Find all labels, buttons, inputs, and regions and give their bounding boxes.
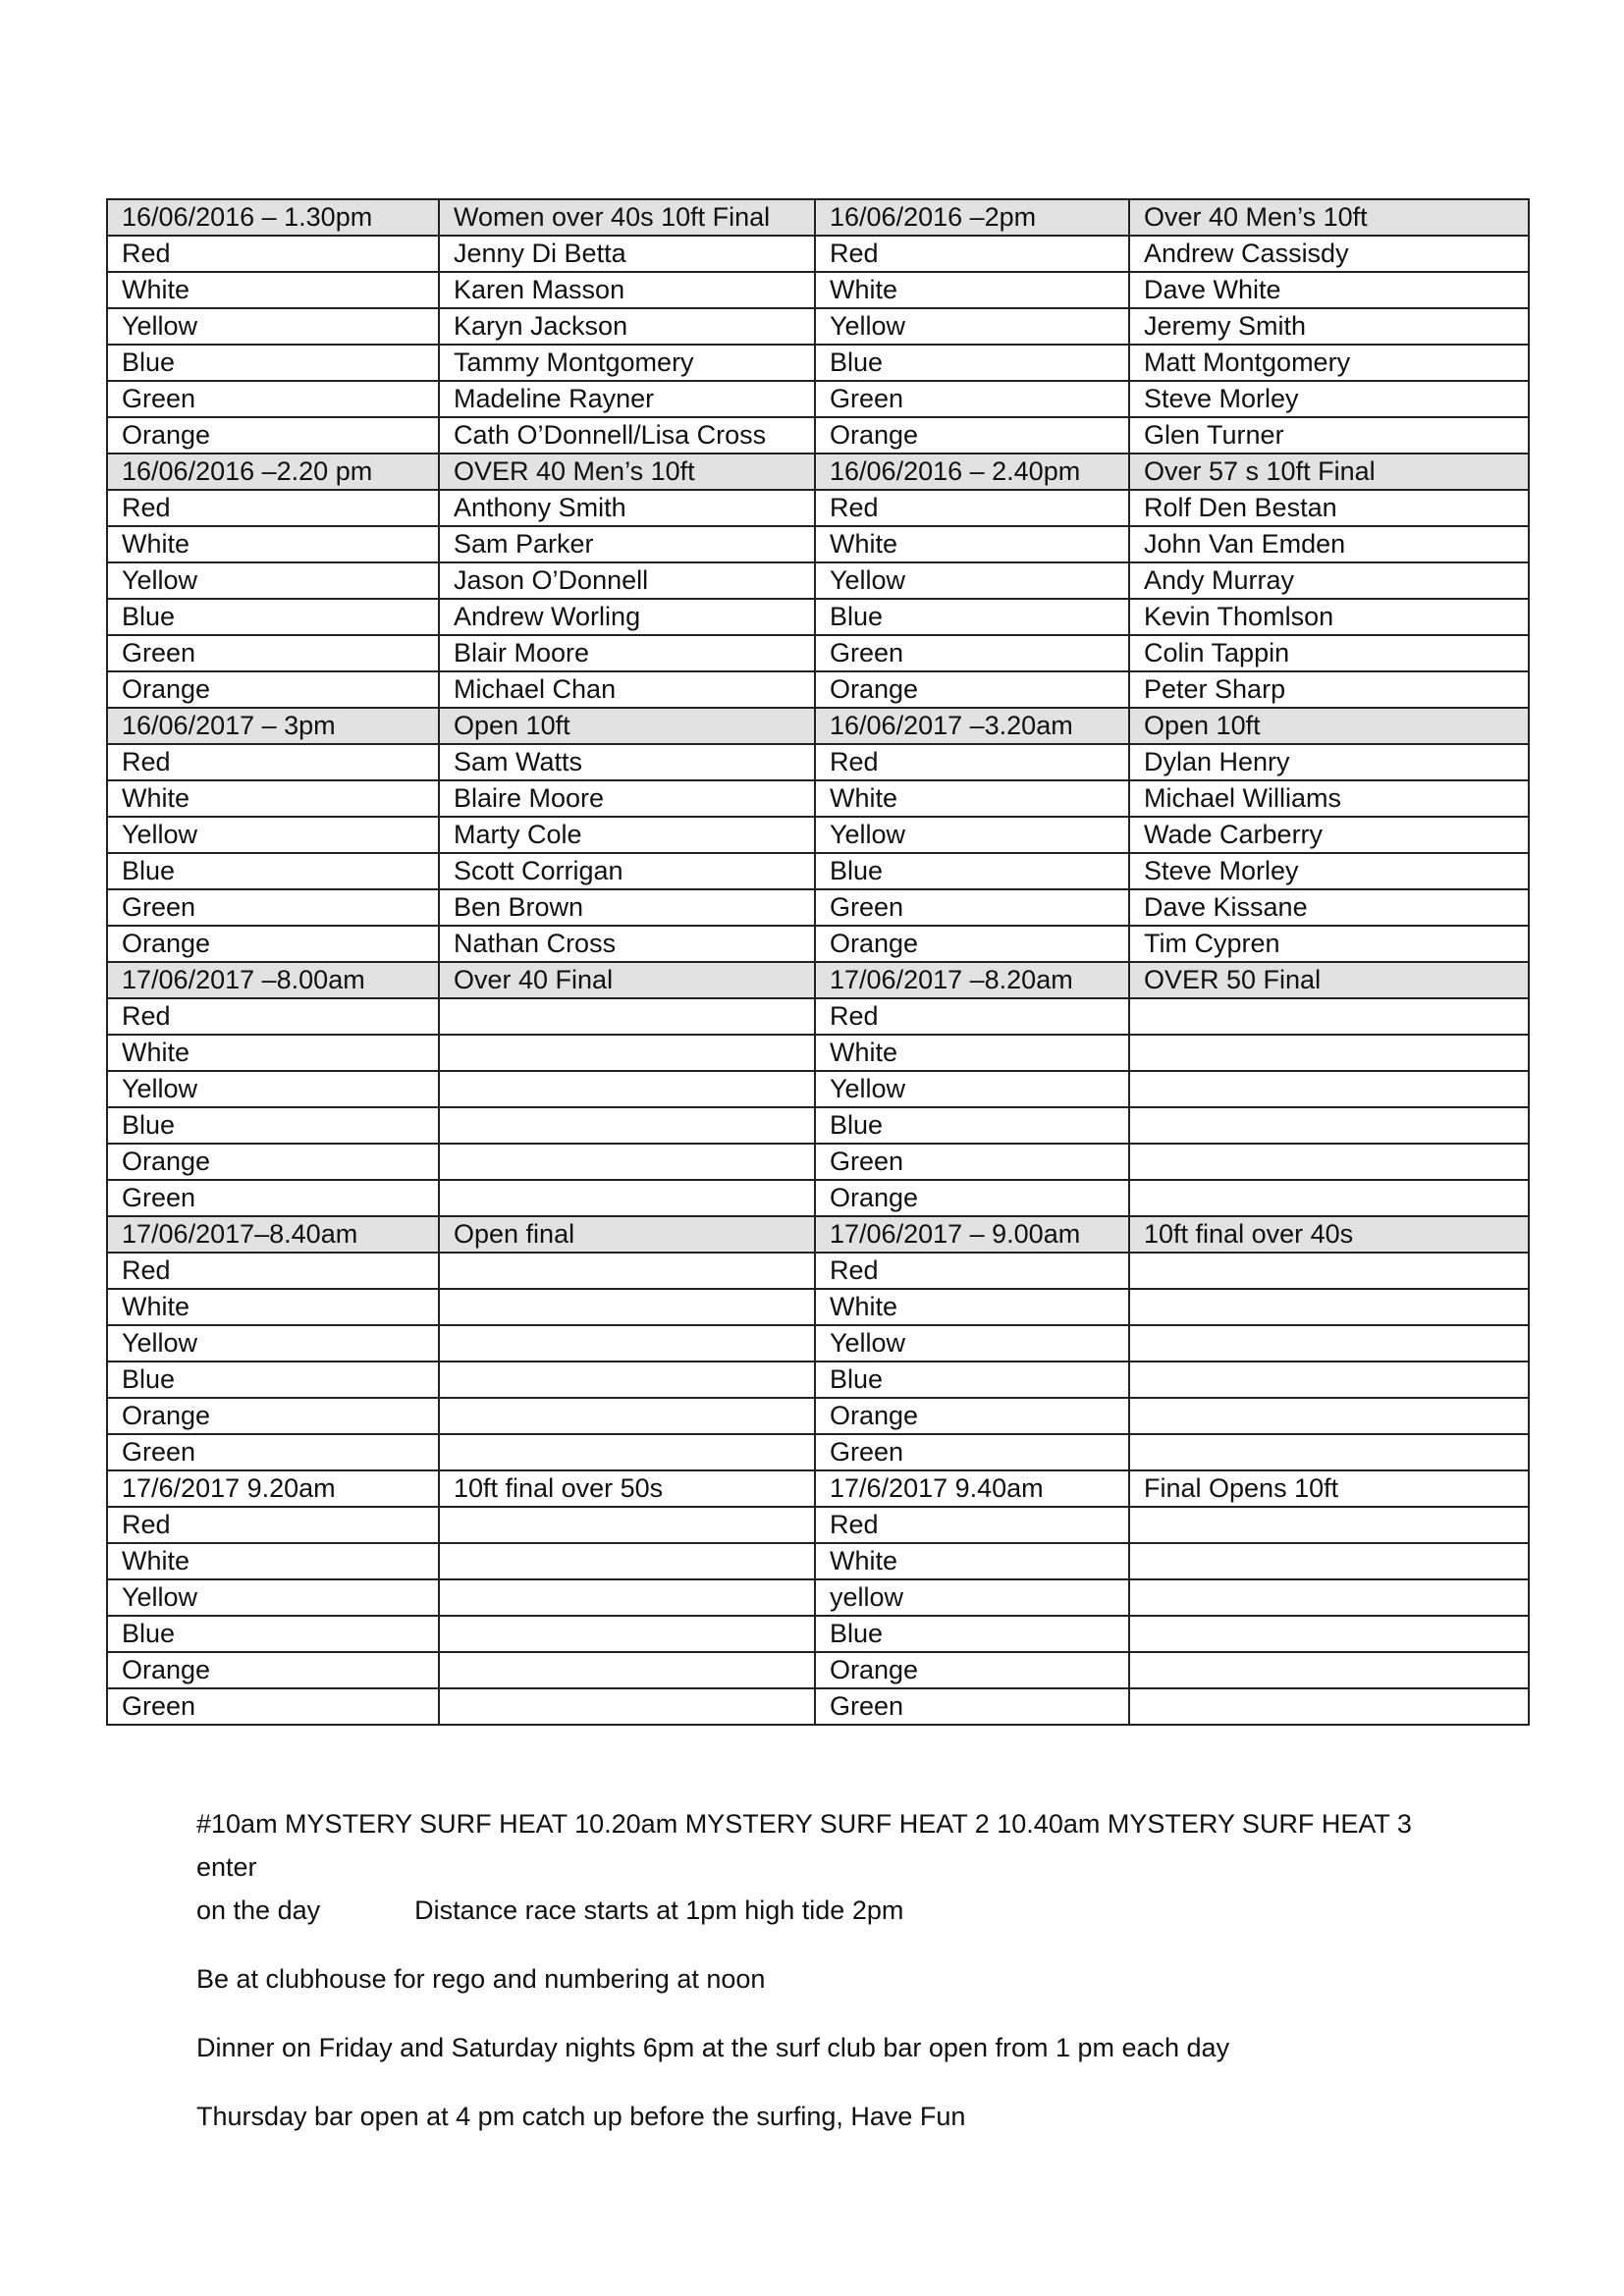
colour-cell: White	[815, 1035, 1129, 1071]
competitor-cell	[1129, 1071, 1529, 1107]
competitor-cell	[439, 1253, 815, 1289]
colour-cell: yellow	[815, 1579, 1129, 1616]
competitor-cell: Andy Murray	[1129, 562, 1529, 599]
competitor-cell: Peter Sharp	[1129, 671, 1529, 708]
table-row	[107, 562, 1529, 599]
heat-title-cell: Open final	[439, 1216, 815, 1253]
colour-cell: White	[107, 1543, 439, 1579]
colour-cell: Red	[107, 1507, 439, 1543]
competitor-cell: Sam Parker	[439, 526, 815, 562]
colour-cell: White	[107, 526, 439, 562]
table-row	[107, 1144, 1529, 1180]
heat-schedule-table	[106, 198, 1530, 1726]
thursday-bar-note: Thursday bar open at 4 pm catch up before the surfing, Have Fun	[196, 2102, 966, 2131]
competitor-cell	[439, 1035, 815, 1071]
competitor-cell: Dave White	[1129, 272, 1529, 308]
colour-cell: White	[815, 1289, 1129, 1325]
colour-cell: Blue	[815, 1362, 1129, 1398]
heat-header-row	[107, 454, 1529, 490]
competitor-cell: Andrew Worling	[439, 599, 815, 635]
table-row	[107, 1180, 1529, 1216]
table-row	[107, 1579, 1529, 1616]
competitor-cell	[439, 1362, 815, 1398]
colour-cell: Yellow	[815, 562, 1129, 599]
competitor-cell	[1129, 1289, 1529, 1325]
table-row	[107, 635, 1529, 671]
competitor-cell: Steve Morley	[1129, 853, 1529, 889]
heat-title-cell: Over 40 Men’s 10ft	[1129, 199, 1529, 236]
colour-cell: White	[815, 526, 1129, 562]
competitor-cell: Glen Turner	[1129, 417, 1529, 454]
competitor-cell: Dylan Henry	[1129, 744, 1529, 780]
table-row	[107, 1398, 1529, 1434]
colour-cell: Green	[107, 1180, 439, 1216]
heat-title-cell: Open 10ft	[1129, 708, 1529, 744]
colour-cell: Green	[815, 635, 1129, 671]
table-row	[107, 1289, 1529, 1325]
competitor-cell: Cath O’Donnell/Lisa Cross	[439, 417, 815, 454]
heat-title-cell: OVER 50 Final	[1129, 962, 1529, 998]
colour-cell: Yellow	[815, 817, 1129, 853]
colour-cell: Blue	[107, 1362, 439, 1398]
colour-cell: Yellow	[107, 1325, 439, 1362]
table-row	[107, 1543, 1529, 1579]
competitor-cell	[439, 1688, 815, 1725]
competitor-cell: Dave Kissane	[1129, 889, 1529, 926]
distance-race-note	[196, 1889, 1473, 1932]
table-row	[107, 417, 1529, 454]
table-row	[107, 381, 1529, 417]
colour-cell: Yellow	[107, 817, 439, 853]
competitor-cell: Sam Watts	[439, 744, 815, 780]
colour-cell: Red	[107, 236, 439, 272]
heat-time-cell: 17/06/2017 – 9.00am	[815, 1216, 1129, 1253]
heat-title-cell: Over 57 s 10ft Final	[1129, 454, 1529, 490]
heat-title-cell: 10ft final over 40s	[1129, 1216, 1529, 1253]
colour-cell: Blue	[815, 853, 1129, 889]
competitor-cell	[1129, 1434, 1529, 1470]
competitor-cell: Colin Tappin	[1129, 635, 1529, 671]
heat-time-cell: 17/06/2017 –8.20am	[815, 962, 1129, 998]
colour-cell: Yellow	[815, 1071, 1129, 1107]
colour-cell: Yellow	[107, 1579, 439, 1616]
table-row	[107, 1325, 1529, 1362]
colour-cell: Red	[815, 236, 1129, 272]
heat-title-cell: OVER 40 Men’s 10ft	[439, 454, 815, 490]
table-row	[107, 889, 1529, 926]
competitor-cell	[1129, 1652, 1529, 1688]
competitor-cell	[1129, 1616, 1529, 1652]
table-row	[107, 1253, 1529, 1289]
competitor-cell: Jason O’Donnell	[439, 562, 815, 599]
event-notes	[196, 1802, 1473, 2138]
heat-title-cell: Over 40 Final	[439, 962, 815, 998]
colour-cell: Blue	[815, 599, 1129, 635]
competitor-cell: John Van Emden	[1129, 526, 1529, 562]
competitor-cell: Karen Masson	[439, 272, 815, 308]
competitor-cell	[439, 1325, 815, 1362]
competitor-cell	[1129, 1507, 1529, 1543]
competitor-cell	[439, 1579, 815, 1616]
competitor-cell	[1129, 1398, 1529, 1434]
competitor-cell	[439, 1180, 815, 1216]
colour-cell: Red	[107, 744, 439, 780]
colour-cell: Red	[107, 998, 439, 1035]
table-row	[107, 744, 1529, 780]
colour-cell: Red	[815, 1253, 1129, 1289]
colour-cell: Green	[107, 635, 439, 671]
colour-cell: Green	[107, 1688, 439, 1725]
competitor-cell: 10ft final over 50s	[439, 1470, 815, 1507]
competitor-cell: Wade Carberry	[1129, 817, 1529, 853]
competitor-cell	[1129, 1325, 1529, 1362]
colour-cell: Orange	[107, 417, 439, 454]
colour-cell: Orange	[107, 1398, 439, 1434]
competitor-cell: Tammy Montgomery	[439, 345, 815, 381]
heat-time-cell: 16/06/2016 – 2.40pm	[815, 454, 1129, 490]
colour-cell: Orange	[815, 671, 1129, 708]
colour-cell: Green	[815, 1434, 1129, 1470]
table-row	[107, 926, 1529, 962]
colour-cell: Blue	[107, 853, 439, 889]
competitor-cell	[439, 1434, 815, 1470]
competitor-cell: Marty Cole	[439, 817, 815, 853]
table-row	[107, 272, 1529, 308]
colour-cell: Red	[815, 744, 1129, 780]
competitor-cell	[439, 1107, 815, 1144]
table-row	[107, 1362, 1529, 1398]
table-row	[107, 1688, 1529, 1725]
heat-title-cell: Women over 40s 10ft Final	[439, 199, 815, 236]
table-row	[107, 526, 1529, 562]
table-row	[107, 817, 1529, 853]
colour-cell: White	[815, 780, 1129, 817]
competitor-cell	[439, 1507, 815, 1543]
competitor-cell	[439, 1543, 815, 1579]
competitor-cell: Madeline Rayner	[439, 381, 815, 417]
colour-cell: Blue	[107, 1107, 439, 1144]
heat-time-cell: 16/06/2016 –2.20 pm	[107, 454, 439, 490]
competitor-cell: Rolf Den Bestan	[1129, 490, 1529, 526]
heat-header-row	[107, 962, 1529, 998]
competitor-cell: Michael Chan	[439, 671, 815, 708]
table-row	[107, 490, 1529, 526]
table-row	[107, 1035, 1529, 1071]
colour-cell: Green	[815, 1144, 1129, 1180]
competitor-cell: Blaire Moore	[439, 780, 815, 817]
table-row	[107, 671, 1529, 708]
colour-cell: Blue	[107, 1616, 439, 1652]
competitor-cell	[1129, 1180, 1529, 1216]
colour-cell: Yellow	[107, 1071, 439, 1107]
colour-cell: Blue	[815, 345, 1129, 381]
colour-cell: Blue	[107, 599, 439, 635]
colour-cell: Red	[815, 998, 1129, 1035]
competitor-cell	[439, 1616, 815, 1652]
colour-cell: Yellow	[815, 308, 1129, 345]
colour-cell: Yellow	[107, 308, 439, 345]
competitor-cell	[439, 1289, 815, 1325]
competitor-cell: Nathan Cross	[439, 926, 815, 962]
colour-cell: White	[107, 1289, 439, 1325]
competitor-cell: Final Opens 10ft	[1129, 1470, 1529, 1507]
colour-cell: Orange	[815, 1652, 1129, 1688]
competitor-cell: Tim Cypren	[1129, 926, 1529, 962]
colour-cell: Orange	[815, 1398, 1129, 1434]
distance-race-text: Distance race starts at 1pm high tide 2pm	[414, 1896, 904, 1925]
colour-cell: Orange	[815, 1180, 1129, 1216]
competitor-cell	[1129, 1579, 1529, 1616]
colour-cell: Orange	[815, 926, 1129, 962]
table-row	[107, 1616, 1529, 1652]
colour-cell: Orange	[107, 1652, 439, 1688]
competitor-cell: Michael Williams	[1129, 780, 1529, 817]
competitor-cell: Jenny Di Betta	[439, 236, 815, 272]
heat-header-row	[107, 199, 1529, 236]
mystery-heat-note: #10am MYSTERY SURF HEAT 10.20am MYSTERY SURF HEAT 2 10.40am MYSTERY SURF HEAT 3 enter	[196, 1809, 1412, 1882]
table-row	[107, 1107, 1529, 1144]
table-row	[107, 1652, 1529, 1688]
competitor-cell: Andrew Cassisdy	[1129, 236, 1529, 272]
heat-time-cell: 16/06/2016 –2pm	[815, 199, 1129, 236]
competitor-cell: Anthony Smith	[439, 490, 815, 526]
table-row	[107, 345, 1529, 381]
competitor-cell: Steve Morley	[1129, 381, 1529, 417]
table-row	[107, 1071, 1529, 1107]
competitor-cell: Blair Moore	[439, 635, 815, 671]
competitor-cell: Jeremy Smith	[1129, 308, 1529, 345]
colour-cell: 17/6/2017 9.40am	[815, 1470, 1129, 1507]
colour-cell: Orange	[107, 671, 439, 708]
colour-cell: Green	[815, 381, 1129, 417]
heat-time-cell: 17/06/2017 –8.00am	[107, 962, 439, 998]
colour-cell: Blue	[815, 1616, 1129, 1652]
heat-title-cell: Open 10ft	[439, 708, 815, 744]
table-row	[107, 853, 1529, 889]
colour-cell: Orange	[107, 926, 439, 962]
table-row	[107, 308, 1529, 345]
colour-cell: Blue	[815, 1107, 1129, 1144]
colour-cell: White	[107, 272, 439, 308]
colour-cell: Green	[815, 1688, 1129, 1725]
competitor-cell	[439, 1144, 815, 1180]
competitor-cell	[1129, 1144, 1529, 1180]
colour-cell: Red	[815, 1507, 1129, 1543]
colour-cell: 17/6/2017 9.20am	[107, 1470, 439, 1507]
enter-on-day-text: on the day	[196, 1896, 321, 1925]
colour-cell: Green	[107, 1434, 439, 1470]
table-row	[107, 998, 1529, 1035]
colour-cell: Green	[815, 889, 1129, 926]
heat-time-cell: 16/06/2016 – 1.30pm	[107, 199, 439, 236]
rego-note: Be at clubhouse for rego and numbering at noon	[196, 1964, 766, 1994]
heat-time-cell: 16/06/2017 – 3pm	[107, 708, 439, 744]
competitor-cell: Ben Brown	[439, 889, 815, 926]
competitor-cell: Kevin Thomlson	[1129, 599, 1529, 635]
colour-cell: Green	[107, 381, 439, 417]
heat-header-row	[107, 1216, 1529, 1253]
competitor-cell: Matt Montgomery	[1129, 345, 1529, 381]
dinner-note: Dinner on Friday and Saturday nights 6pm at the surf club bar open from 1 pm each day	[196, 2033, 1230, 2062]
colour-cell: Red	[107, 1253, 439, 1289]
competitor-cell	[1129, 1035, 1529, 1071]
colour-cell: Red	[815, 490, 1129, 526]
competitor-cell	[1129, 1253, 1529, 1289]
colour-cell: Yellow	[107, 562, 439, 599]
colour-cell: White	[815, 272, 1129, 308]
competitor-cell	[1129, 998, 1529, 1035]
colour-cell: White	[107, 780, 439, 817]
competitor-cell	[439, 1071, 815, 1107]
competitor-cell	[439, 1652, 815, 1688]
competitor-cell	[1129, 1543, 1529, 1579]
heat-header-row	[107, 708, 1529, 744]
table-row	[107, 1434, 1529, 1470]
table-row	[107, 1470, 1529, 1507]
colour-cell: Green	[107, 889, 439, 926]
table-row	[107, 1507, 1529, 1543]
competitor-cell: Karyn Jackson	[439, 308, 815, 345]
table-row	[107, 236, 1529, 272]
competitor-cell	[439, 1398, 815, 1434]
colour-cell: Blue	[107, 345, 439, 381]
competitor-cell	[1129, 1362, 1529, 1398]
competitor-cell	[1129, 1688, 1529, 1725]
table-row	[107, 599, 1529, 635]
table-row	[107, 780, 1529, 817]
colour-cell: Yellow	[815, 1325, 1129, 1362]
colour-cell: White	[815, 1543, 1129, 1579]
heat-time-cell: 16/06/2017 –3.20am	[815, 708, 1129, 744]
colour-cell: Orange	[107, 1144, 439, 1180]
colour-cell: White	[107, 1035, 439, 1071]
colour-cell: Orange	[815, 417, 1129, 454]
heat-time-cell: 17/06/2017–8.40am	[107, 1216, 439, 1253]
competitor-cell: Scott Corrigan	[439, 853, 815, 889]
competitor-cell	[1129, 1107, 1529, 1144]
heat-schedule-body	[107, 199, 1529, 1725]
colour-cell: Red	[107, 490, 439, 526]
competitor-cell	[439, 998, 815, 1035]
